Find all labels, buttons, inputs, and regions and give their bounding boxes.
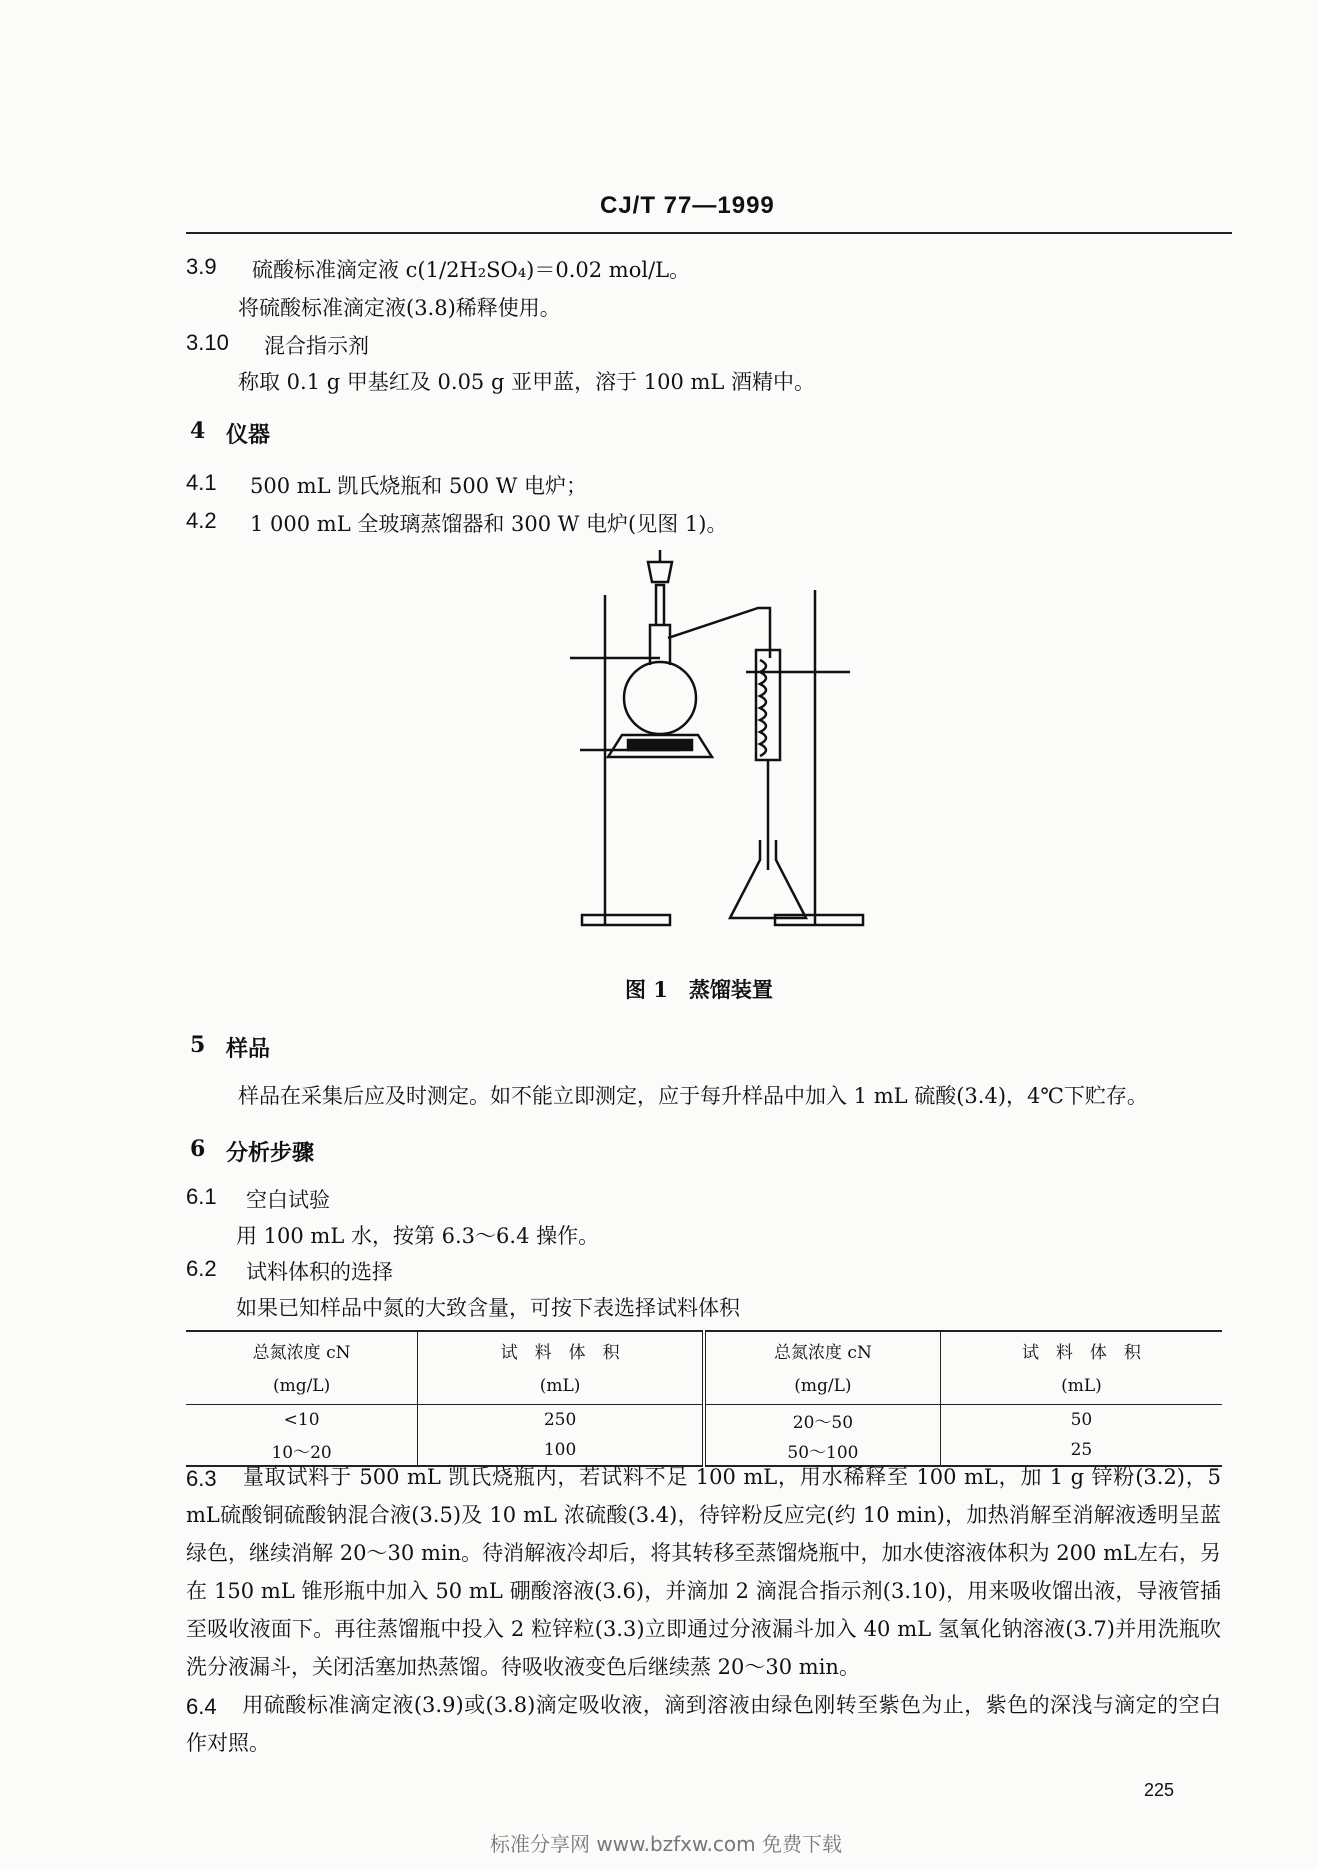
section-heading: 试料体积的选择 <box>246 1260 393 1284</box>
paragraph-text: 用硫酸标准滴定液(3.9)或(3.8)滴定吸收液，滴到溶液由绿色刚转至紫色为止，紫色的深浅与滴定的空白作对照。 <box>186 1693 1221 1755</box>
section-number: 3.9 <box>186 254 217 279</box>
table-header-cell: 试 料 体 积 <box>418 1331 704 1368</box>
section-text: 500 mL 凯氏烧瓶和 500 W 电炉； <box>250 474 587 498</box>
chapter-number: 6 <box>190 1136 206 1162</box>
page-number: 225 <box>1144 1780 1175 1800</box>
section-heading: 混合指示剂 <box>264 334 369 358</box>
table-header-cell: 试 料 体 积 <box>940 1331 1222 1368</box>
table-cell: 10～20 <box>186 1435 418 1466</box>
chapter-number: 4 <box>190 418 206 444</box>
table-cell: 50 <box>1070 1410 1093 1430</box>
section-number: 6.1 <box>186 1184 217 1209</box>
paragraph-text: 量取试料于 500 mL 凯氏烧瓶内，若试料不足 100 mL，用水稀释至 100 mL，加 1 g 锌粉(3.2)，5 mL硫酸铜硫酸钠混合液(3.5)及 10 mL 浓硫酸(3.4)，待锌粉反应完(约 10 min)，加热消解至消解液透明呈蓝绿色，继续消解 20～30 min。待消解液冷却后，将其转移至蒸馏烧瓶中，加水使溶液体积为 200 mL左右，另在 150 mL 锥形瓶中加入 50 mL 硼酸溶液(3.6)，并滴加 2 滴混合指示剂(3.10)，用来吸收馏出液，导液管插至吸收液面下。再往蒸馏瓶中投入 2 粒锌粒(3.3)立即通过分液漏斗加入 40 mL 氢氧化钠溶液(3.7)并用洗瓶吹洗分液漏斗，关闭活塞加热蒸馏。待吸收液变色后继续蒸 20～30 min。 <box>186 1465 1221 1679</box>
table-cell: 50～100 <box>704 1435 940 1466</box>
table-header-cell: 总氮浓度 cN <box>704 1331 940 1368</box>
section-body: 如果已知样品中氮的大致含量，可按下表选择试料体积 <box>236 1296 740 1320</box>
section-number: 4.1 <box>186 470 217 495</box>
chapter-title: 分析步骤 <box>226 1140 315 1166</box>
section-text: 1 000 mL 全玻璃蒸馏器和 300 W 电炉(见图 1)。 <box>250 512 728 536</box>
section-body: 样品在采集后应及时测定。如不能立即测定，应于每升样品中加入 1 mL 硫酸(3.4)，4℃下贮存。 <box>238 1084 1148 1108</box>
section-body: 称取 0.1 g 甲基红及 0.05 g 亚甲蓝，溶于 100 mL 酒精中。 <box>238 370 816 394</box>
section-number: 4.2 <box>186 508 217 533</box>
section-paragraph <box>186 1686 1221 1762</box>
section-number: 6.3 <box>186 1466 217 1491</box>
chapter-title: 样品 <box>226 1036 271 1062</box>
header-rule <box>186 232 1232 234</box>
section-heading: 空白试验 <box>246 1188 330 1212</box>
watermark-text: 标准分享网 www.bzfxw.com 免费下载 <box>490 1832 842 1856</box>
chapter-number: 5 <box>190 1032 206 1058</box>
section-number: 6.2 <box>186 1256 217 1281</box>
table-cell: <10 <box>186 1405 418 1436</box>
table-header-cell: (mL) <box>940 1368 1222 1405</box>
section-body: 用 100 mL 水，按第 6.3～6.4 操作。 <box>236 1224 600 1248</box>
table-header-cell: (mL) <box>418 1368 704 1405</box>
figure-caption: 图 1 蒸馏装置 <box>625 977 773 1002</box>
section-paragraph <box>186 1458 1221 1686</box>
table-cell: 100 <box>418 1435 704 1466</box>
table-cell: 25 <box>940 1435 1222 1466</box>
doc-code-header: CJ/T 77—1999 <box>600 192 775 219</box>
table-row <box>186 1405 1222 1436</box>
section-body: 将硫酸标准滴定液(3.8)稀释使用。 <box>238 296 561 320</box>
section-number: 3.10 <box>186 330 229 355</box>
sample-volume-table <box>186 1330 1222 1467</box>
section-number: 6.4 <box>186 1694 217 1719</box>
table-header-cell: (mg/L) <box>704 1368 940 1405</box>
table-header-cell: 总氮浓度 cN <box>186 1331 418 1368</box>
table-header-cell: (mg/L) <box>186 1368 418 1405</box>
distillation-apparatus-drawing <box>560 540 880 940</box>
chapter-title: 仪器 <box>226 422 271 448</box>
table-cell: 250 <box>418 1405 704 1436</box>
table-cell: 20～50 <box>704 1405 940 1436</box>
section-heading: 硫酸标准滴定液 c(1/2H₂SO₄)＝0.02 mol/L。 <box>252 258 691 282</box>
